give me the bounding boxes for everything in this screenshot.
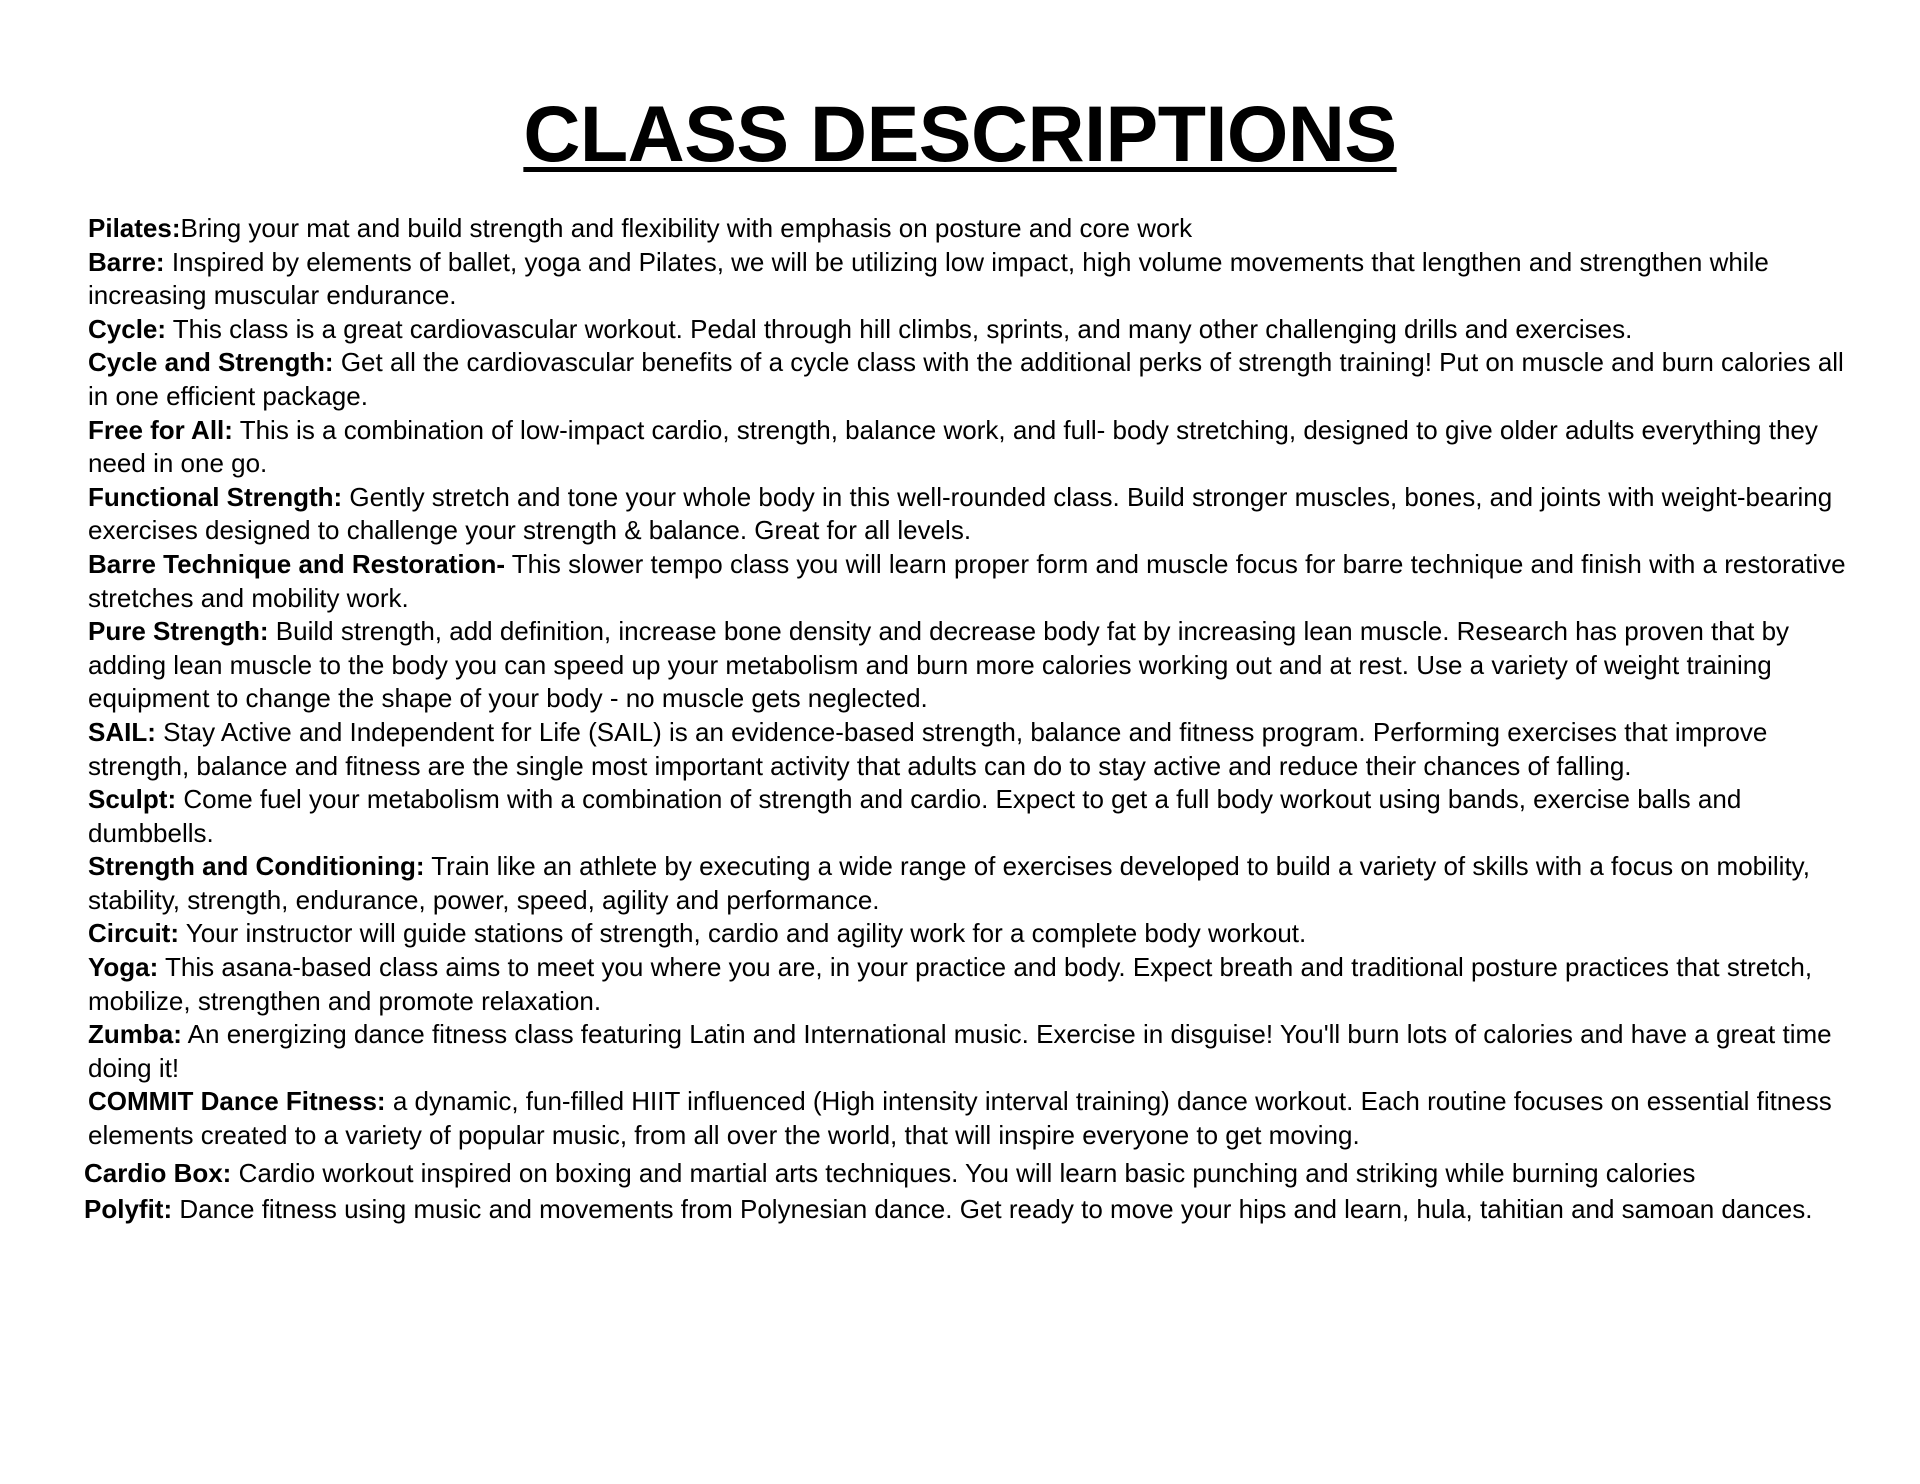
class-name: Cycle and Strength: [88, 347, 334, 378]
class-name: Zumba: [88, 1019, 182, 1050]
class-description: Gently stretch and tone your whole body in this well-rounded class. Build stronger muscles, bones, and joints with weight-bearing exercises designed to challenge your strength & balance. Great for all levels. [88, 481, 1833, 546]
class-name: Yoga: [88, 952, 159, 983]
class-item-sculpt [88, 783, 1868, 850]
class-name: Cardio Box: [84, 1157, 232, 1188]
class-name: SAIL: [88, 716, 156, 747]
class-item-pilates [88, 212, 1868, 246]
class-name: Pure Strength: [88, 616, 269, 647]
class-item-cardio-box [84, 1157, 1868, 1191]
class-name: Polyfit: [84, 1194, 173, 1225]
class-item-commit-dance-fitness [88, 1085, 1868, 1152]
class-item-sail [88, 716, 1868, 783]
class-item-free-for-all [88, 414, 1868, 481]
class-item-zumba [88, 1018, 1868, 1085]
class-name: COMMIT Dance Fitness: [88, 1086, 386, 1117]
class-name: Functional Strength: [88, 481, 343, 512]
class-description: This asana-based class aims to meet you where you are, in your practice and body. Expect breath and traditional posture practices that stretch, mobilize, strengthen and promote relaxation. [88, 952, 1813, 1016]
class-item-yoga [88, 951, 1868, 1018]
class-name: Pilates: [88, 213, 181, 243]
class-description: Inspired by elements of ballet, yoga and Pilates, we will be utilizing low impact, high volume movements that lengthen and strengthen while increasing muscular endurance. [88, 246, 1769, 311]
class-description: An energizing dance fitness class featuring Latin and International music. Exercise in disguise! You'll burn lots of calories and have a great time doing it! [88, 1019, 1832, 1083]
class-item-cycle [88, 313, 1868, 347]
class-item-polyfit [84, 1193, 1868, 1227]
class-name: Cycle: [88, 313, 167, 344]
class-description: a dynamic, fun-filled HIIT influenced (High intensity interval training) dance workout. Each routine focuses on essential fitness elements created to a variety of popular music, from all over the world, that will inspire everyone to get moving. [88, 1086, 1832, 1151]
class-item-barre [88, 246, 1868, 313]
class-item-pure-strength [88, 615, 1868, 716]
class-item-functional-strength [88, 481, 1868, 548]
page-title: CLASS DESCRIPTIONS [523, 89, 1397, 178]
class-description: Build strength, add definition, increase bone density and decrease body fat by increasing lean muscle. Research has proven that by adding lean muscle to the body you can speed up your metabolism and burn more calories working out and at rest. Use a variety of weight training equipment to change the shape of your body - no muscle gets neglected. [88, 616, 1790, 714]
class-item-cycle-and-strength [88, 346, 1868, 413]
class-description: Get all the cardiovascular benefits of a cycle class with the additional perks of strength training! Put on muscle and burn calories all in one efficient package. [88, 347, 1844, 411]
class-description: This is a combination of low-impact cardio, strength, balance work, and full- body stretching, designed to give older adults everything they need in one go. [88, 414, 1818, 479]
class-description: Cardio workout inspired on boxing and martial arts techniques. You will learn basic punching and striking while burning calories [231, 1157, 1696, 1188]
class-name: Barre: [88, 246, 165, 277]
class-name: Sculpt: [88, 784, 177, 815]
class-description: Stay Active and Independent for Life (SAIL) is an evidence-based strength, balance and fitness program. Performing exercises that improve strength, balance and fitness are the single most important activity that adults can do to stay active and reduce their chances of falling. [88, 716, 1768, 781]
class-name: Free for All: [88, 414, 233, 445]
class-item-strength-and-conditioning [88, 850, 1868, 917]
class-description: Your instructor will guide stations of strength, cardio and agility work for a complete body workout. [179, 918, 1307, 949]
class-item-barre-technique-and-restoration [88, 548, 1868, 615]
class-name: Strength and Conditioning: [88, 851, 425, 882]
class-description: Train like an athlete by executing a wide range of exercises developed to build a variety of skills with a focus on mobility, stability, strength, endurance, power, speed, agility and performance. [88, 851, 1810, 915]
class-description: This slower tempo class you will learn proper form and muscle focus for barre technique and finish with a restorative stretches and mobility work. [88, 548, 1846, 613]
class-description: Bring your mat and build strength and flexibility with emphasis on posture and core work [180, 213, 1193, 243]
class-description: This class is a great cardiovascular workout. Pedal through hill climbs, sprints, and many other challenging drills and exercises. [166, 313, 1633, 344]
class-name: Circuit: [88, 918, 179, 949]
class-description: Dance fitness using music and movements from Polynesian dance. Get ready to move your hips and learn, hula, tahitian and samoan dances. [172, 1194, 1813, 1225]
class-item-circuit [88, 917, 1868, 951]
class-name: Barre Technique and Restoration- [88, 548, 506, 579]
class-description: Come fuel your metabolism with a combination of strength and cardio. Expect to get a full body workout using bands, exercise balls and dumbbells. [88, 784, 1742, 848]
class-description-list [84, 212, 1868, 1227]
